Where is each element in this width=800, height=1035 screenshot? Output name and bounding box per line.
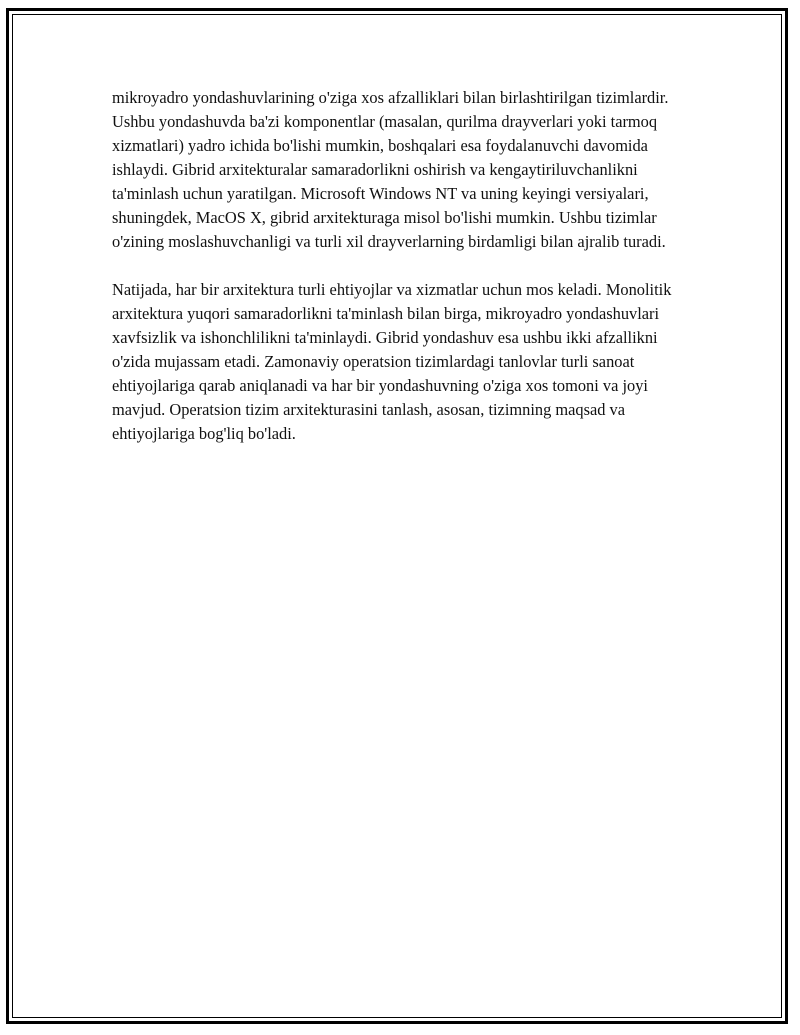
paragraph-1: mikroyadro yondashuvlarining o'ziga xos afzalliklari bilan birlashtirilgan tizimlardir. Ushbu yondashuvda ba'zi komponentlar (masalan, qurilma drayverlari yoki tarmoq xizmatlari) yadro ichida bo'lishi mumkin, boshqalari esa foydalanuvchi davomida ishlaydi. Gibrid arxitekturalar samaradorlikni oshirish va kengaytiriluvchanlikni ta'minlash uchun yaratilgan. Microsoft Windows NT va uning keyingi versiyalari, shuningdek, MacOS X, gibrid arxitekturaga misol bo'lishi mumkin. Ushbu tizimlar o'zining moslashuvchanligi va turli xil drayverlarning birdamligi bilan ajralib turadi. (112, 88, 669, 251)
paragraph-2: Natijada, har bir arxitektura turli ehtiyojlar va xizmatlar uchun mos keladi. Monolitik arxitektura yuqori samaradorlikni ta'minlash bilan birga, mikroyadro yondashuvlari xavfsizlik va ishonchlilikni ta'minlaydi. Gibrid yondashuv esa ushbu ikki afzallikni o'zida mujassam etadi. Zamonaviy operatsion tizimlardagi tanlovlar turli sanoat ehtiyojlariga qarab aniqlanadi va har bir yondashuvning o'ziga xos tomoni va joyi mavjud. Operatsion tizim arxitekturasini tanlash, asosan, tizimning maqsad va ehtiyojlariga bog'liq bo'ladi. (112, 280, 672, 443)
document-body (112, 86, 688, 470)
